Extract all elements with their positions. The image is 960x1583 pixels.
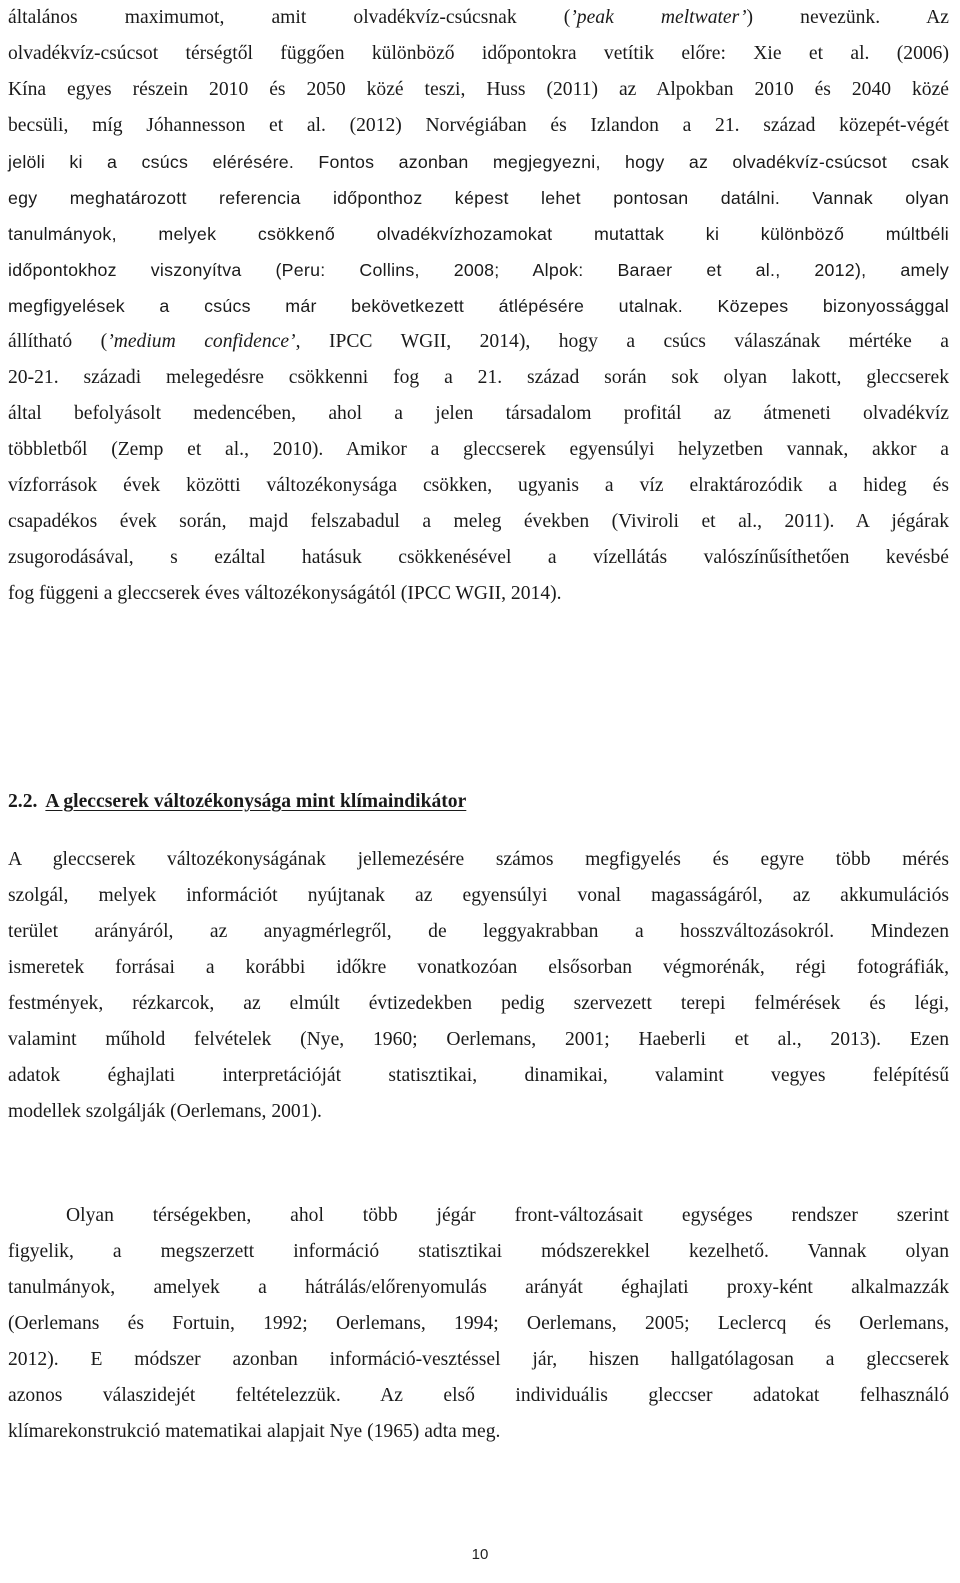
paragraph-peak-meltwater	[8, 0, 949, 612]
text-line: állítható (’medium confidence’, IPCC WGII, 2014), hogy a csúcs válaszának mértéke a	[8, 331, 949, 352]
text-line: vízforrások évek közötti változékonysága csökken, ugyanis a víz elraktározódik a hideg és	[8, 475, 949, 496]
italic-term: ’peak meltwater’	[570, 7, 747, 28]
text-line: (Oerlemans és Fortuin, 1992; Oerlemans, 1994; Oerlemans, 2005; Leclercq és Oerlemans,	[8, 1313, 949, 1334]
text-line: ismeretek forrásai a korábbi időkre vonatkozóan elsősorban végmorénák, régi fotográfiák,	[8, 957, 949, 978]
text-line: időpontokhoz viszonyítva (Peru: Collins, 2008; Alpok: Baraer et al., 2012), amely	[8, 260, 949, 280]
paragraph-front-changes	[8, 1198, 949, 1450]
text-line: egy meghatározott referencia időponthoz képest lehet pontosan datálni. Vannak olyan	[8, 188, 949, 208]
text-line: tanulmányok, amelyek a hátrálás/előrenyomulás arányát éghajlati proxy-ként alkalmazzák	[8, 1277, 949, 1298]
text-line: által befolyásolt medencében, ahol a jelen társadalom profitál az átmeneti olvadékvíz	[8, 403, 949, 424]
text-line: klímarekonstrukció matematikai alapjait Nye (1965) adta meg.	[8, 1421, 501, 1442]
text-line: megfigyelések a csúcs már bekövetkezett átlépésére utalnak. Közepes bizonyossággal	[8, 296, 949, 316]
text-line: csapadékos évek során, majd felszabadul a meleg években (Viviroli et al., 2011). A jégárak	[8, 511, 949, 532]
section-title: A gleccserek változékonysága mint klímaindikátor	[45, 791, 467, 812]
text-line: adatok éghajlati interpretációját statisztikai, dinamikai, valamint vegyes felépítésű	[8, 1065, 949, 1086]
text-line: Kína egyes részein 2010 és 2050 közé teszi, Huss (2011) az Alpokban 2010 és 2040 közé	[8, 79, 949, 100]
text-line: azonos válaszidejét feltételezzük. Az első individuális gleccser adatokat felhasználó	[8, 1385, 949, 1406]
text-line: szolgál, melyek információt nyújtanak az egyensúlyi vonal magasságáról, az akkumulációs	[8, 885, 949, 906]
text-line: Olyan térségekben, ahol több jégár front-változásait egységes rendszer szerint	[66, 1205, 949, 1226]
paragraph-glacier-variability	[8, 842, 949, 1130]
text-line: figyelik, a megszerzett információ statisztikai módszerekkel kezelhető. Vannak olyan	[8, 1241, 949, 1262]
text-line: festmények, rézkarcok, az elmúlt évtizedekben pedig szervezett terepi felmérések és légi,	[8, 993, 949, 1014]
page-number: 10	[471, 1546, 489, 1563]
text-line: A gleccserek változékonyságának jellemezésére számos megfigyelés és egyre több mérés	[8, 849, 949, 870]
italic-term: ’medium confidence’	[107, 331, 296, 352]
text-line: 2012). E módszer azonban információ-vesztéssel jár, hiszen hallgatólagosan a gleccserek	[8, 1349, 949, 1370]
text-line: jelöli ki a csúcs elérésére. Fontos azonban megjegyezni, hogy az olvadékvíz-csúcsot csak	[8, 152, 949, 172]
text-line: általános maximumot, amit olvadékvíz-csúcsnak (’peak meltwater’) nevezünk. Az	[8, 7, 950, 28]
section-number: 2.2.	[8, 791, 38, 812]
text-line: olvadékvíz-csúcsot térségtől függően különböző időpontokra vetítik előre: Xie et al. (2006)	[8, 43, 949, 64]
text-line: tanulmányok, melyek csökkenő olvadékvízhozamokat mutattak ki különböző múltbéli	[8, 224, 949, 244]
text-line: becsüli, míg Jóhannesson et al. (2012) Norvégiában és Izlandon a 21. század közepét-végét	[8, 115, 949, 136]
text-line: modellek szolgálják (Oerlemans, 2001).	[8, 1101, 322, 1122]
text-line: többletből (Zemp et al., 2010). Amikor a gleccserek egyensúlyi helyzetben vannak, akkor a	[8, 439, 949, 460]
text-line: terület arányáról, az anyagmérlegről, de leggyakrabban a hosszváltozásokról. Mindezen	[8, 921, 949, 942]
text-line: zsugorodásával, s ezáltal hatásuk csökkenésével a vízellátás valószínűsíthetően kevésbé	[8, 547, 949, 568]
text-line: fog függeni a gleccserek éves változékonyságától (IPCC WGII, 2014).	[8, 583, 562, 604]
text-line: valamint műhold felvételek (Nye, 1960; Oerlemans, 2001; Haeberli et al., 2013). Ezen	[8, 1029, 949, 1050]
section-heading	[8, 788, 466, 816]
text-line: 20-21. századi melegedésre csökkenni fog a 21. század során sok olyan lakott, gleccserek	[8, 367, 949, 388]
